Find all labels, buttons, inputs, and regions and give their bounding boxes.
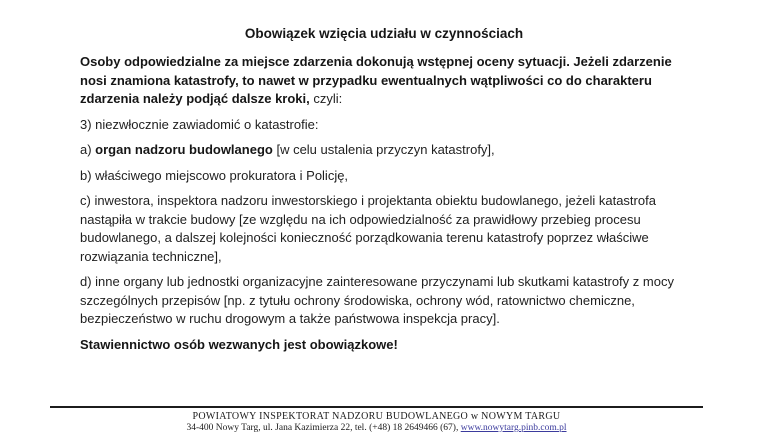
intro-bold-text: Osoby odpowiedzialne za miejsce zdarzenia dokonują wstępnej oceny sytuacji. Jeżeli zdarzenie nosi znamiona katastrofy, to nawet w przypadku ewentualnych wątpliwości co do charakteru zdarzenia należy podjąć dalsze kroki, — [80, 54, 672, 106]
paragraph-item-c: c) inwestora, inspektora nadzoru inwestorskiego i projektanta obiektu budowlanego, jeżeli katastrofa nastąpiła w trakcie budowy [ze względu na ich odpowiedzialność za prawidłowy przebieg procesu budowlanego, a dalszej kolejności konieczność porządkowania terenu katastrofy poprzez właściwe rozwiązania techniczne], — [80, 193, 656, 264]
page-footer — [50, 406, 703, 432]
paragraph-closing: Stawiennictwo osób wezwanych jest obowiązkowe! — [80, 336, 398, 352]
item-a-bold-text: organ nadzoru budowlanego — [95, 142, 273, 157]
page-title: Obowiązek wzięcia udziału w czynnościach — [244, 26, 524, 41]
item-a-prefix: a) — [80, 142, 96, 157]
footer-address: 34-400 Nowy Targ, ul. Jana Kazimierza 22, tel. (+48) 18 2649466 (67), — [186, 423, 459, 432]
footer-contact-line — [50, 423, 703, 432]
footer-organization: POWIATOWY INSPEKTORAT NADZORU BUDOWLANEGO w NOWYM TARGU — [192, 411, 561, 422]
intro-regular-text: czyli: — [309, 91, 343, 106]
document-body — [80, 53, 690, 361]
paragraph-item-d: d) inne organy lub jednostki organizacyjne zainteresowane przyczynami lub skutkami katastrofy z mocy szczególnych przepisów [np. z tytułu ochrony środowiska, ochrony wód, ratownictwo chemiczne, bezpieczeństwo w ruchu drogowym a także państwowa inspekcja pracy]. — [80, 274, 674, 326]
footer-website-link[interactable]: www.nowytarg.pinb.com.pl — [460, 423, 567, 432]
paragraph-item-3: 3) niezwłocznie zawiadomić o katastrofie: — [80, 116, 319, 132]
paragraph-item-a — [80, 141, 690, 160]
item-a-suffix: [w celu ustalenia przyczyn katastrofy], — [272, 142, 495, 157]
paragraph-intro — [80, 53, 690, 109]
paragraph-item-b: b) właściwego miejscowo prokuratora i Policję, — [80, 167, 349, 183]
